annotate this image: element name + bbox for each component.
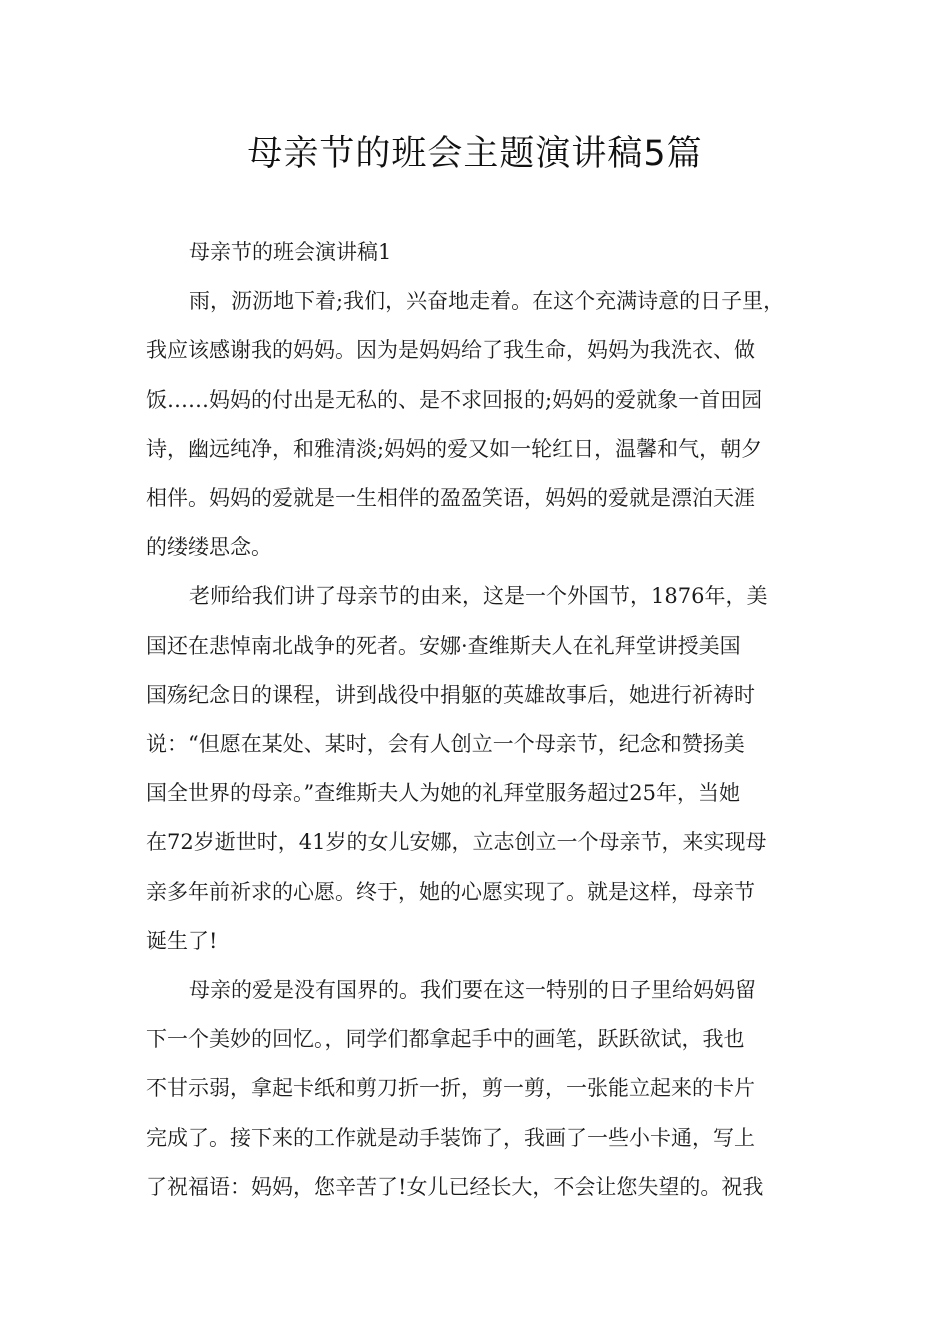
text-line: 相伴。妈妈的爱就是一生相伴的盈盈笑语，妈妈的爱就是漂泊天涯 bbox=[146, 486, 755, 511]
paragraph bbox=[146, 277, 818, 572]
text-line: 不甘示弱，拿起卡纸和剪刀折一折，剪一剪，一张能立起来的卡片 bbox=[146, 1076, 755, 1101]
text-line: 母亲节的班会演讲稿1 bbox=[189, 240, 392, 264]
text-line: 国全世界的母亲。”查维斯夫人为她的礼拜堂服务超过25年，当她 bbox=[146, 781, 740, 806]
text-line: 完成了。接下来的工作就是动手装饰了，我画了一些小卡通，写上 bbox=[146, 1125, 755, 1150]
document-title: 母亲节的班会主题演讲稿5篇 bbox=[247, 134, 703, 174]
document-body bbox=[146, 228, 818, 1212]
paragraph bbox=[146, 572, 818, 966]
text-line: 我应该感谢我的妈妈。因为是妈妈给了我生命，妈妈为我洗衣、做 bbox=[146, 338, 755, 363]
text-line: 的缕缕思念。 bbox=[146, 535, 272, 560]
text-line: 在72岁逝世时，41岁的女儿安娜，立志创立一个母亲节，来实现母 bbox=[146, 830, 767, 855]
text-line: 国还在悲悼南北战争的死者。安娜·查维斯夫人在礼拜堂讲授美国 bbox=[146, 633, 741, 658]
text-line: 国殇纪念日的课程，讲到战役中捐躯的英雄故事后，她进行祈祷时 bbox=[146, 682, 755, 707]
text-line: 雨，沥沥地下着;我们，兴奋地走着。在这个充满诗意的日子里， bbox=[189, 289, 785, 314]
text-line: 说：“但愿在某处、某时，会有人创立一个母亲节，纪念和赞扬美 bbox=[146, 732, 745, 757]
text-line: 亲多年前祈求的心愿。终于，她的心愿实现了。就是这样，母亲节 bbox=[146, 879, 755, 904]
text-line: 诗，幽远纯净，和雅清淡;妈妈的爱又如一轮红日，温馨和气，朝夕 bbox=[146, 436, 763, 461]
text-line: 饭……妈妈的付出是无私的、是不求回报的;妈妈的爱就象一首田园 bbox=[146, 387, 763, 412]
subheading bbox=[146, 228, 818, 277]
text-line: 诞生了! bbox=[146, 928, 218, 953]
text-line: 老师给我们讲了母亲节的由来，这是一个外国节，1876年，美 bbox=[189, 584, 768, 609]
text-line: 母亲的爱是没有国界的。我们要在这一特别的日子里给妈妈留 bbox=[189, 978, 756, 1003]
text-line: 下一个美妙的回忆。，同学们都拿起手中的画笔，跃跃欲试，我也 bbox=[146, 1027, 745, 1052]
text-line: 了祝福语：妈妈，您辛苦了!女儿已经长大，不会让您失望的。祝我 bbox=[146, 1174, 764, 1199]
paragraph bbox=[146, 966, 818, 1212]
